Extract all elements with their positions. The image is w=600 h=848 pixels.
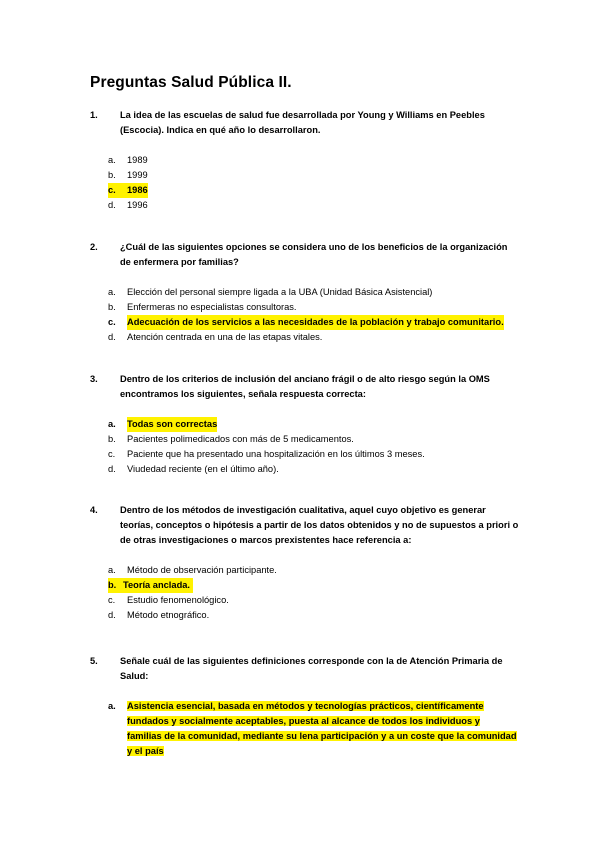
option-letter: a. <box>108 155 116 165</box>
options-list <box>90 153 520 213</box>
option-text: Todas son correctas <box>127 417 217 432</box>
option-letter: b. <box>108 170 116 180</box>
option-letter: c. <box>108 317 116 327</box>
options-list <box>90 417 520 477</box>
question-text: La idea de las escuelas de salud fue desarrollada por Young y Williams en Peebles (Escocia). Indica en qué año lo desarrollaron. <box>120 110 485 135</box>
option-c-highlighted <box>90 315 520 330</box>
question-3 <box>90 372 520 477</box>
option-a <box>90 563 520 578</box>
options-list <box>90 563 520 623</box>
option-letter: d. <box>108 610 116 620</box>
question-text: Señale cuál de las siguientes definiciones corresponde con la de Atención Primaria de Salud: <box>120 656 503 681</box>
option-text: 1986 <box>127 183 148 198</box>
question-text: Dentro de los criterios de inclusión del anciano frágil o de alto riesgo según la OMS encontramos los siguientes, señala respuesta correcta: <box>120 374 490 399</box>
question-number: 5. <box>90 656 98 666</box>
options-list <box>90 699 520 759</box>
option-a-highlighted <box>90 417 520 432</box>
question-text: Dentro de los métodos de investigación cualitativa, aquel cuyo objetivo es generar teorías, conceptos o hipótesis a partir de los datos obtenidos y no de supuestos a priori o de otras investigaciones o marcos prexistentes hace referencia a: <box>120 505 519 545</box>
option-letter: d. <box>108 332 116 342</box>
option-b-highlighted <box>90 578 520 593</box>
option-text: Adecuación de los servicios a las necesidades de la población y trabajo comunitario. <box>127 315 504 330</box>
option-d <box>90 608 520 623</box>
option-text: 1996 <box>127 200 148 210</box>
option-text: Pacientes polimedicados con más de 5 medicamentos. <box>127 434 354 444</box>
option-text: Estudio fenomenológico. <box>127 595 229 605</box>
option-b <box>90 432 520 447</box>
question-2 <box>90 240 520 345</box>
option-letter: a. <box>108 701 116 711</box>
question-4 <box>90 503 520 623</box>
option-a <box>90 285 520 300</box>
option-text: Teoría anclada. <box>123 578 190 593</box>
question-number: 3. <box>90 374 98 384</box>
option-letter: b. <box>108 302 116 312</box>
option-text: Enfermeras no especialistas consultoras. <box>127 302 297 312</box>
question-5 <box>90 654 520 759</box>
option-letter: c. <box>108 183 116 198</box>
option-letter: a. <box>108 565 116 575</box>
question-number: 1. <box>90 110 98 120</box>
option-text: Atención centrada en una de las etapas vitales. <box>127 332 323 342</box>
option-text: Viudedad reciente (en el último año). <box>127 464 279 474</box>
question-number: 4. <box>90 505 98 515</box>
option-letter: c. <box>108 449 116 459</box>
option-c <box>90 593 520 608</box>
options-list <box>90 285 520 345</box>
question-text: ¿Cuál de las siguientes opciones se considera uno de los beneficios de la organización de enfermera por familias? <box>120 242 508 267</box>
option-text: Paciente que ha presentado una hospitalización en los últimos 3 meses. <box>127 449 425 459</box>
option-a <box>90 153 520 168</box>
option-text: Método etnográfico. <box>127 610 210 620</box>
option-b <box>90 300 520 315</box>
option-c <box>90 447 520 462</box>
option-text: 1989 <box>127 155 148 165</box>
option-text: Elección del personal siempre ligada a la UBA (Unidad Básica Asistencial) <box>127 287 433 297</box>
option-letter: b. <box>108 578 116 593</box>
question-number: 2. <box>90 242 98 252</box>
page-title: Preguntas Salud Pública II. <box>90 74 292 91</box>
option-letter: c. <box>108 595 116 605</box>
option-text: Asistencia esencial, basada en métodos y tecnologías prácticos, científicamente fundados y socialmente aceptables, puesta al alcance de todos los individuos y familias de la comunidad, mediante su lena participación y a un coste que la comunidad y el país <box>127 701 517 756</box>
option-letter: a. <box>108 287 116 297</box>
option-letter: d. <box>108 464 116 474</box>
option-d <box>90 330 520 345</box>
option-b <box>90 168 520 183</box>
option-c-highlighted <box>90 183 520 198</box>
option-letter: a. <box>108 419 116 429</box>
option-a-highlighted <box>90 699 520 759</box>
option-letter: d. <box>108 200 116 210</box>
option-letter: b. <box>108 434 116 444</box>
option-d <box>90 462 520 477</box>
question-1 <box>90 108 520 213</box>
option-text: 1999 <box>127 170 148 180</box>
option-d <box>90 198 520 213</box>
option-text: Método de observación participante. <box>127 565 277 575</box>
